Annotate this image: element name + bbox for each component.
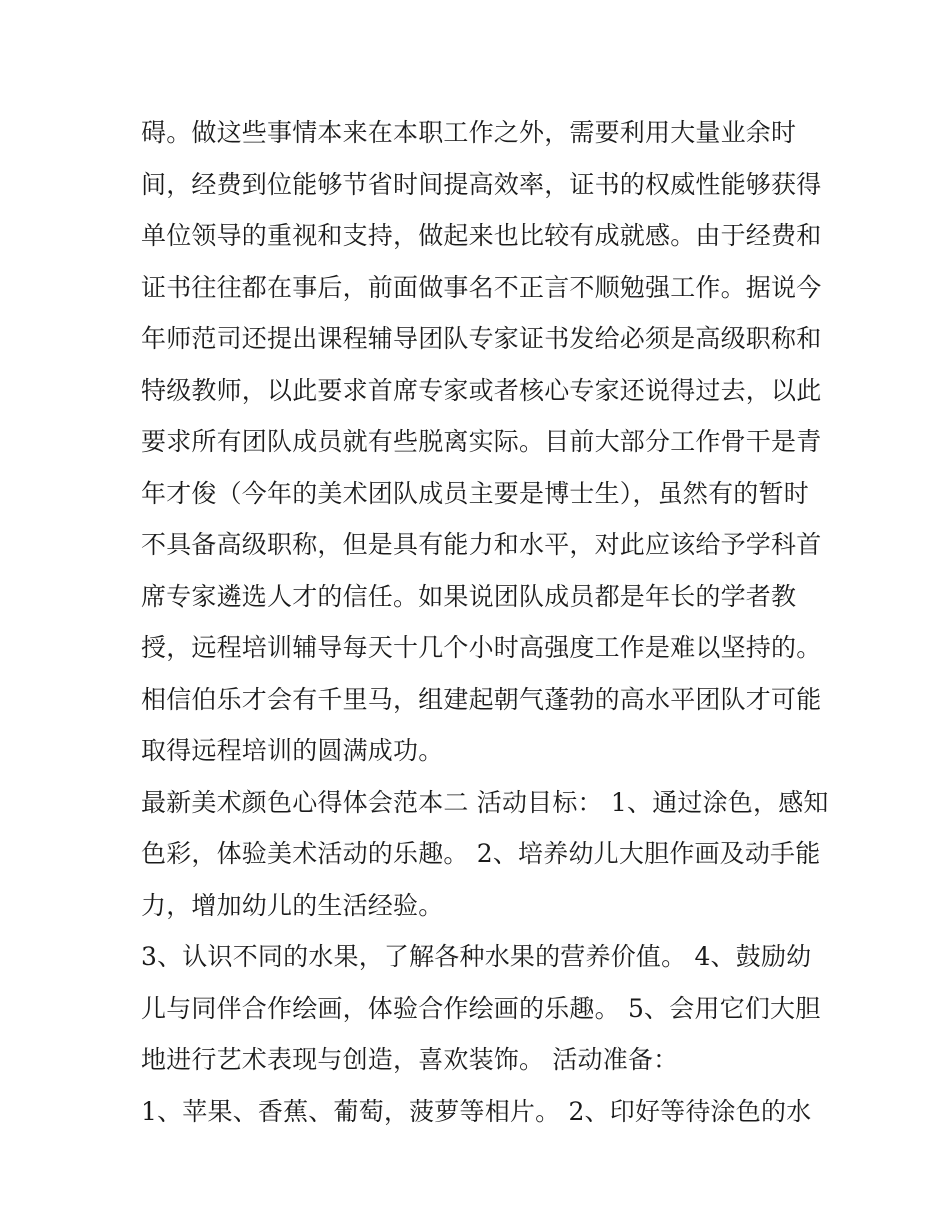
- text-line: 取得远程培训的圆满成功。: [141, 736, 444, 765]
- text-line: 特级教师，以此要求首席专家或者核心专家还说得过去，以此: [141, 375, 822, 405]
- document-body: [141, 107, 829, 1137]
- text-line: 间，经费到位能够节省时间提高效率，证书的权威性能够获得: [141, 169, 822, 199]
- text-line: 地进行艺术表现与创造，喜欢装饰。 活动准备：: [141, 1045, 679, 1074]
- text-line: 3、认识不同的水果，了解各种水果的营养价值。 4、鼓励幼: [141, 942, 812, 971]
- text-line: 儿与同伴合作绘画，体验合作绘画的乐趣。 5、会用它们大胆: [141, 993, 821, 1023]
- text-line: 力，增加幼儿的生活经验。: [141, 890, 444, 920]
- text-line: 席专家遴选人才的信任。如果说团队成员都是年长的学者教: [141, 581, 797, 611]
- text-line: 相信伯乐才会有千里马，组建起朝气蓬勃的高水平团队才可能: [141, 684, 822, 714]
- text-line: 单位领导的重视和支持，做起来也比较有成就感。由于经费和: [141, 221, 822, 250]
- text-line: 年师范司还提出课程辅导团队专家证书发给必须是高级职称和: [141, 324, 822, 353]
- text-line: 碍。做这些事情本来在本职工作之外，需要利用大量业余时: [141, 118, 797, 147]
- text-line: 证书往往都在事后，前面做事名不正言不顺勉强工作。据说今: [141, 272, 822, 302]
- text-line: 年才俊（今年的美术团队成员主要是博士生），虽然有的暂时: [141, 478, 809, 508]
- text-line: 不具备高级职称，但是具有能力和水平，对此应该给予学科首: [141, 530, 822, 559]
- section-heading-line: 最新美术颜色心得体会范本二 活动目标： 1、通过涂色，感知: [141, 787, 829, 817]
- text-line: 要求所有团队成员就有些脱离实际。目前大部分工作骨干是青: [141, 427, 822, 456]
- text-line: 授，远程培训辅导每天十几个小时高强度工作是难以坚持的。: [141, 633, 822, 662]
- text-line: 色彩，体验美术活动的乐趣。 2、培养幼儿大胆作画及动手能: [141, 839, 821, 868]
- text-line: 1、苹果、香蕉、葡萄，菠萝等相片。 2、印好等待涂色的水: [141, 1096, 812, 1126]
